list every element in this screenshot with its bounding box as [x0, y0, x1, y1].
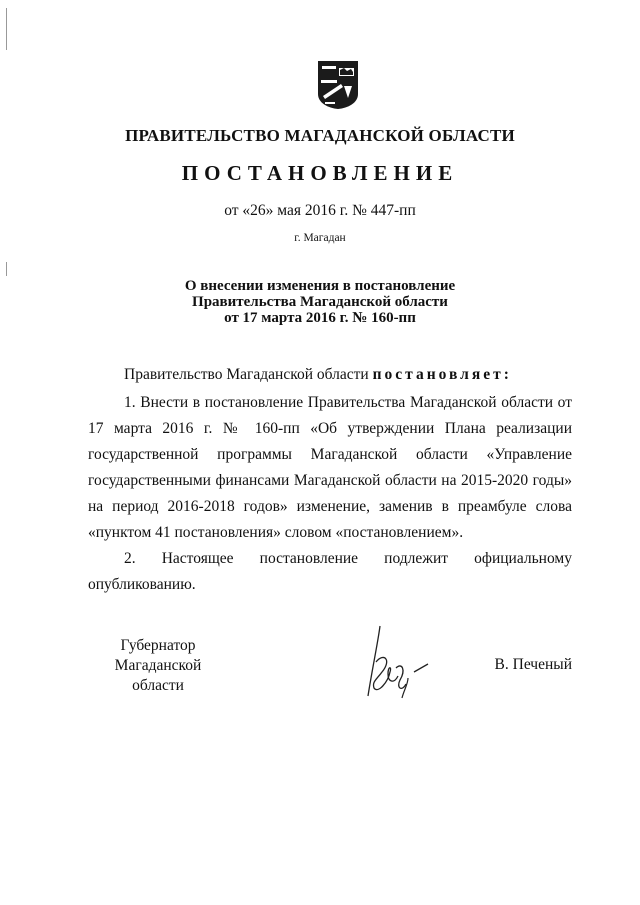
subject-line: от 17 марта 2016 г. № 160-пп [224, 310, 416, 326]
signatory-title-line: Губернатор [120, 637, 196, 654]
paragraph-2 [88, 546, 572, 598]
scan-edge-mark [6, 262, 7, 276]
handwritten-signature [358, 622, 438, 702]
paragraph-2-word: 2. [124, 550, 136, 567]
signatory-name: В. Печеный [494, 656, 572, 673]
paragraph-2-end: опубликованию. [88, 576, 196, 593]
intro-line [124, 362, 574, 388]
paragraph-2-word: официальному [474, 550, 572, 567]
paragraph-2-word: постановление [259, 550, 359, 567]
paragraph-2-word: подлежит [384, 550, 449, 567]
organization-title: ПРАВИТЕЛЬСТВО МАГАДАНСКОЙ ОБЛАСТИ [125, 126, 515, 145]
document-subject [0, 278, 640, 326]
document-city: г. Магадан [294, 232, 346, 244]
subject-line: Правительства Магаданской области [192, 294, 448, 310]
document-type: ПОСТАНОВЛЕНИЕ [181, 161, 459, 185]
magadan-emblem-icon [317, 60, 359, 110]
paragraph-2-word: Настоящее [161, 550, 234, 567]
subject-line: О внесении изменения в постановление [184, 278, 456, 294]
signatory-title [88, 636, 228, 696]
scan-edge-mark [6, 8, 7, 50]
paragraph-2-first-line [88, 546, 572, 572]
paragraph-1: 1. Внести в постановление Правительства Магаданской области от 17 марта 2016 г. № 160-пп «Об утверждении Плана реализации государственной программы Магаданской области «Управление государственными финансами Магаданской области на 2015-2020 годы» на период 2016-2018 годов» изменение, заменив в преамбуле слова «пунктом 41 постановления» словом «постановлением». [88, 394, 572, 541]
document-date-number: от «26» мая 2016 г. № 447-пп [224, 202, 416, 219]
intro-prefix: Правительство Магаданской области [124, 366, 369, 383]
intro-decree: постановляет: [372, 366, 512, 383]
signatory-title-line: Магаданской области [114, 657, 202, 694]
